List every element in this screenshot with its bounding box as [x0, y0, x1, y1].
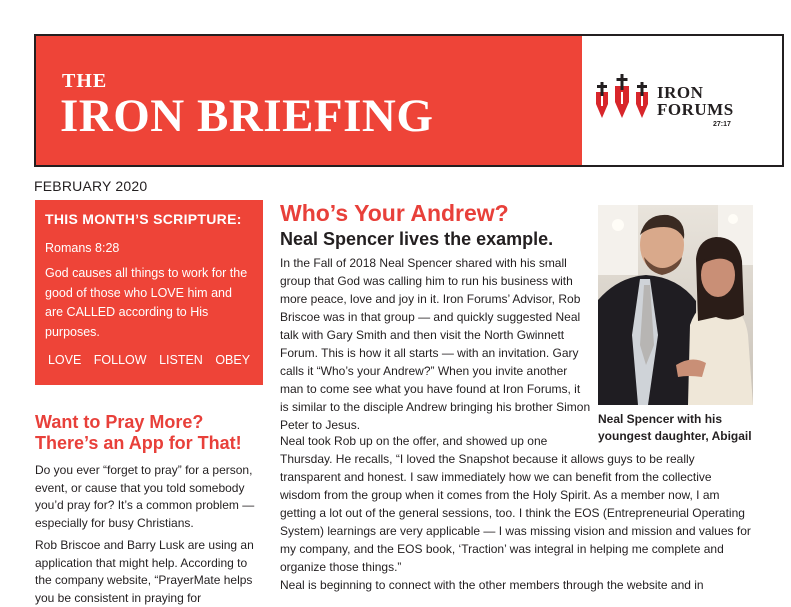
iron-forums-logo: [592, 70, 772, 130]
pray-article-heading: [35, 412, 275, 454]
masthead-banner: [36, 36, 582, 165]
pray-paragraph: Do you ever “forget to pray” for a person, event, or cause that you told somebody you’d pray for? It’s a common problem — especially for busy Christians.: [35, 463, 255, 530]
logo-verse: 27:17: [713, 121, 731, 128]
scripture-word: LOVE: [47, 353, 82, 367]
article-photo: [598, 205, 753, 405]
article-heading: Who’s Your Andrew?: [280, 200, 509, 226]
article-paragraph: Thursday. He recalls, “I loved the Snapshot because it allows guys to be really transparent and honest. I saw immediately how we can benefit from the collective wisdom from the group when it comes from the Holy Spirit. As a member now, I am getting a lot out of the general sessions, too. I think the EOS (Entrepreneurial Operating System) learnings are very applicable — I was missing vision and mission and values for my company, and the EOS book, ‘Traction’ was integral in helping me complete and organize those things.”: [280, 452, 751, 574]
scripture-word: FOLLOW: [93, 353, 147, 367]
logo-text-iron: IRON: [657, 83, 704, 102]
issue-date: FEBRUARY 2020: [34, 178, 148, 194]
crosses-logo-icon: [592, 70, 654, 126]
father-daughter-photo: [598, 205, 753, 405]
scripture-word: LISTEN: [159, 353, 203, 367]
article-paragraph: In the Fall of 2018 Neal Spencer shared with his small group that God was calling him to run his business with more peace, love and joy in it. Iron Forums’ Advisor, Rob Briscoe was in that group — and quickly suggested Neal talk with Gary Smith and then visit the North Gwinnett Forum. This is how it all starts — with an invitation. Gary calls it “Who’s your Andrew?” When you invite another man to come see what you have found at Iron Forums, it is similar to the disciple Andrew bringing his brother Simon Peter to Jesus.: [280, 256, 591, 432]
pray-heading-line: Want to Pray More?: [35, 412, 204, 432]
scripture-word: OBEY: [215, 353, 251, 367]
photo-caption-line: Neal Spencer with his: [598, 412, 723, 426]
scripture-heading: THIS MONTH’S SCRIPTURE:: [45, 211, 242, 227]
masthead-the: THE: [62, 70, 108, 92]
scripture-text: God causes all things to work for the good of those who LOVE him and are CALLED according to His purposes.: [45, 266, 248, 339]
newsletter-title: IRON BRIEFING: [60, 90, 434, 142]
article-subheading: Neal Spencer lives the example.: [280, 229, 554, 249]
masthead: [34, 34, 784, 167]
pray-heading-line: There’s an App for That!: [35, 433, 242, 453]
logo-text-forums: FORUMS: [657, 100, 734, 119]
article-paragraph: Neal is beginning to connect with the other members through the website and in: [280, 578, 704, 592]
scripture-words: [45, 353, 253, 367]
scripture-reference: Romans 8:28: [45, 241, 120, 255]
pray-paragraph: Rob Briscoe and Barry Lusk are using an application that might help. According to the company website, “PrayerMate helps you be consistent in praying for: [35, 538, 254, 605]
article-paragraph: Neal took Rob up on the offer, and showed up one: [280, 434, 548, 448]
photo-caption: [598, 411, 758, 445]
scripture-box: [35, 200, 263, 385]
photo-caption-line: youngest daughter, Abigail: [598, 429, 752, 443]
